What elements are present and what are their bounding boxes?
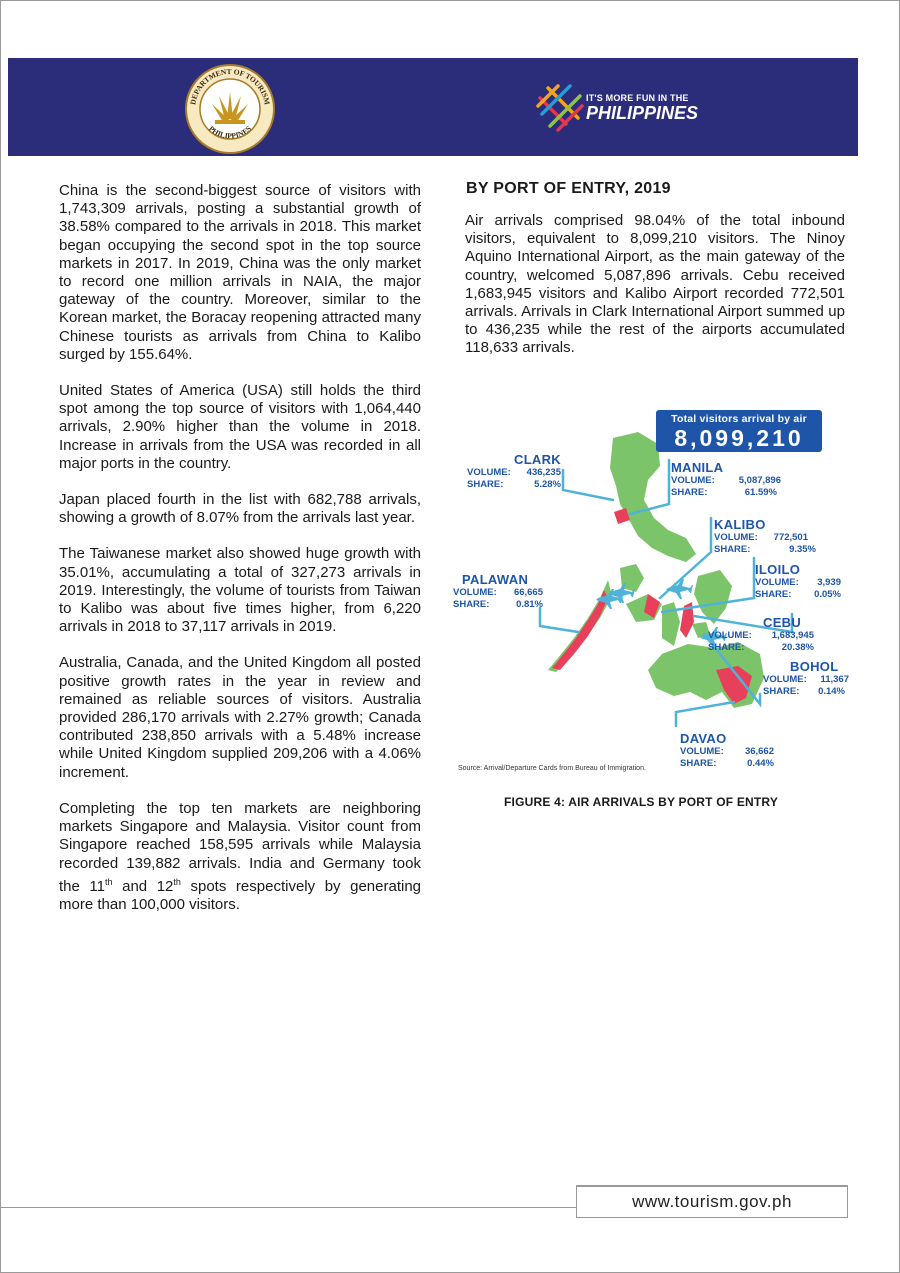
port-volume: 3,939 [817,577,841,588]
callout-palawan: PALAWAN VOLUME: 66,665 SHARE: 0.81% [453,572,543,610]
callout-manila: MANILA VOLUME: 5,087,896 SHARE: 61.59% [671,460,781,498]
left-column [59,182,421,932]
port-name: BOHOL [790,659,839,674]
port-share: 0.44% [747,758,774,769]
figure-caption: FIGURE 4: AIR ARRIVALS BY PORT OF ENTRY [504,795,779,809]
paragraph-usa: United States of America (USA) still holds the third spot among the top source of visitors with 1,064,440 arrivals, 2.90% higher than the volume in 2018. Increase in arrivals from the USA was recorded in all major ports in the country. [59,382,421,472]
brand-wordmark [586,94,698,122]
port-name: KALIBO [714,517,766,532]
port-volume: 36,662 [744,746,774,757]
svg-text:PHILIPPINES: PHILIPPINES [207,123,254,141]
port-volume: 1,683,945 [771,630,814,641]
davao-pointer [676,702,734,726]
port-share: 9.35% [789,544,816,555]
port-volume: 11,367 [820,674,849,685]
paragraph-china: China is the second-biggest source of visitors with 1,743,309 arrivals, posting a substantial growth of 38.58% compared to the arrivals in 2018. This market began occupying the second spot in the top source markets in 2017. In 2019, China was the only market to record one million arrivals in NAIA, the major gateway of the country. Moreover, similar to the Korean market, the Boracay reopening attracted many Chinese tourists as arrivals from China to Kalibo surged by 155.64%. [59,182,421,363]
total-visitors-box [656,410,822,452]
callout-bohol: BOHOL VOLUME: 11,367 SHARE: 0.14% [763,659,849,697]
department-of-tourism-seal [185,64,275,154]
paragraph-australia-canada-uk: Australia, Canada, and the United Kingdom all posted positive growth rates in the year in review and remained as reliable sources of visitors. Australia provided 286,170 arrivals with 2.27% growth; Canada contributed 238,850 arrivals with a 5.48% increase while United Kingdom supplied 209,206 with a 4.06% increment. [59,654,421,781]
port-volume: 5,087,896 [738,475,781,486]
port-share: 61.59% [744,487,777,498]
callout-kalibo: KALIBO VOLUME: 772,501 SHARE: 9.35% [714,517,816,555]
callout-iloilo: ILOILO VOLUME: 3,939 SHARE: 0.05% [755,562,841,600]
port-name: CLARK [514,452,561,467]
callout-cebu: CEBU VOLUME: 1,683,945 SHARE: 20.38% [708,615,814,653]
port-name: CEBU [763,615,802,630]
svg-text:DEPARTMENT OF TOURISM: DEPARTMENT OF TOURISM [188,66,272,106]
figure-source: Source: Arrival/Departure Cards from Bureau of Immigration. [458,765,646,772]
port-share: 0.14% [818,686,845,697]
port-share: 0.81% [516,599,543,610]
brand-tagline: IT'S MORE FUN IN THE [586,93,689,103]
footer-rule [0,1207,576,1208]
port-volume: 66,665 [513,587,543,598]
callout-davao: DAVAO VOLUME: 36,662 SHARE: 0.44% [680,731,774,769]
port-volume: 772,501 [773,532,808,543]
port-of-entry-paragraph: Air arrivals comprised 98.04% of the total inbound visitors, equivalent to 8,099,210 visitors. The Ninoy Aquino International Airport, as the main gateway of the country, welcomed 5,087,896 arrivals. Cebu received 1,683,945 visitors and Kalibo Airport recorded 772,501 arrivals. Arrivals in Clark International Airport summed up to 436,235 while the rest of the airports accumulated 118,633 arrivals. [465,212,845,357]
clark-pointer [563,470,613,500]
port-share: 0.05% [814,589,841,600]
palawan-pointer [540,608,578,632]
air-arrivals-map [448,408,858,778]
paragraph-singapore-malaysia: Completing the top ten markets are neighboring markets Singapore and Malaysia. Visitor count from Singapore reached 158,595 arrivals while Malaysia recorded 139,882 arrivals. India and Germany took the 11th and 12th spots respectively by generating more than 100,000 visitors. [59,799,422,913]
total-visitors-label: Total visitors arrival by air [671,413,807,425]
port-name: MANILA [671,460,724,475]
port-share: 20.38% [781,642,814,653]
website-url[interactable]: www.tourism.gov.ph [632,1192,792,1211]
port-name: PALAWAN [462,572,529,587]
port-name: DAVAO [680,731,727,746]
brand-country: PHILIPPINES [586,103,699,123]
port-volume: 436,235 [526,467,561,478]
port-share: 5.28% [534,479,561,490]
section-title: BY PORT OF ENTRY, 2019 [466,180,671,197]
total-visitors-value: 8,099,210 [674,425,804,451]
callout-clark: CLARK VOLUME: 436,235 SHARE: 5.28% [467,452,561,490]
paragraph-taiwan: The Taiwanese market also showed huge growth with 35.01%, accumulating a total of 327,273 arrivals in 2019. Interestingly, the volume of tourists from Taiwan to Kalibo was about five times higher, from 6,220 arrivals in 2018 to 37,117 arrivals in 2019. [59,545,421,636]
port-name: ILOILO [755,562,801,577]
paragraph-japan: Japan placed fourth in the list with 682,788 arrivals, showing a growth of 8.07% from the arrivals last year. [59,491,421,527]
website-box [576,1185,848,1218]
